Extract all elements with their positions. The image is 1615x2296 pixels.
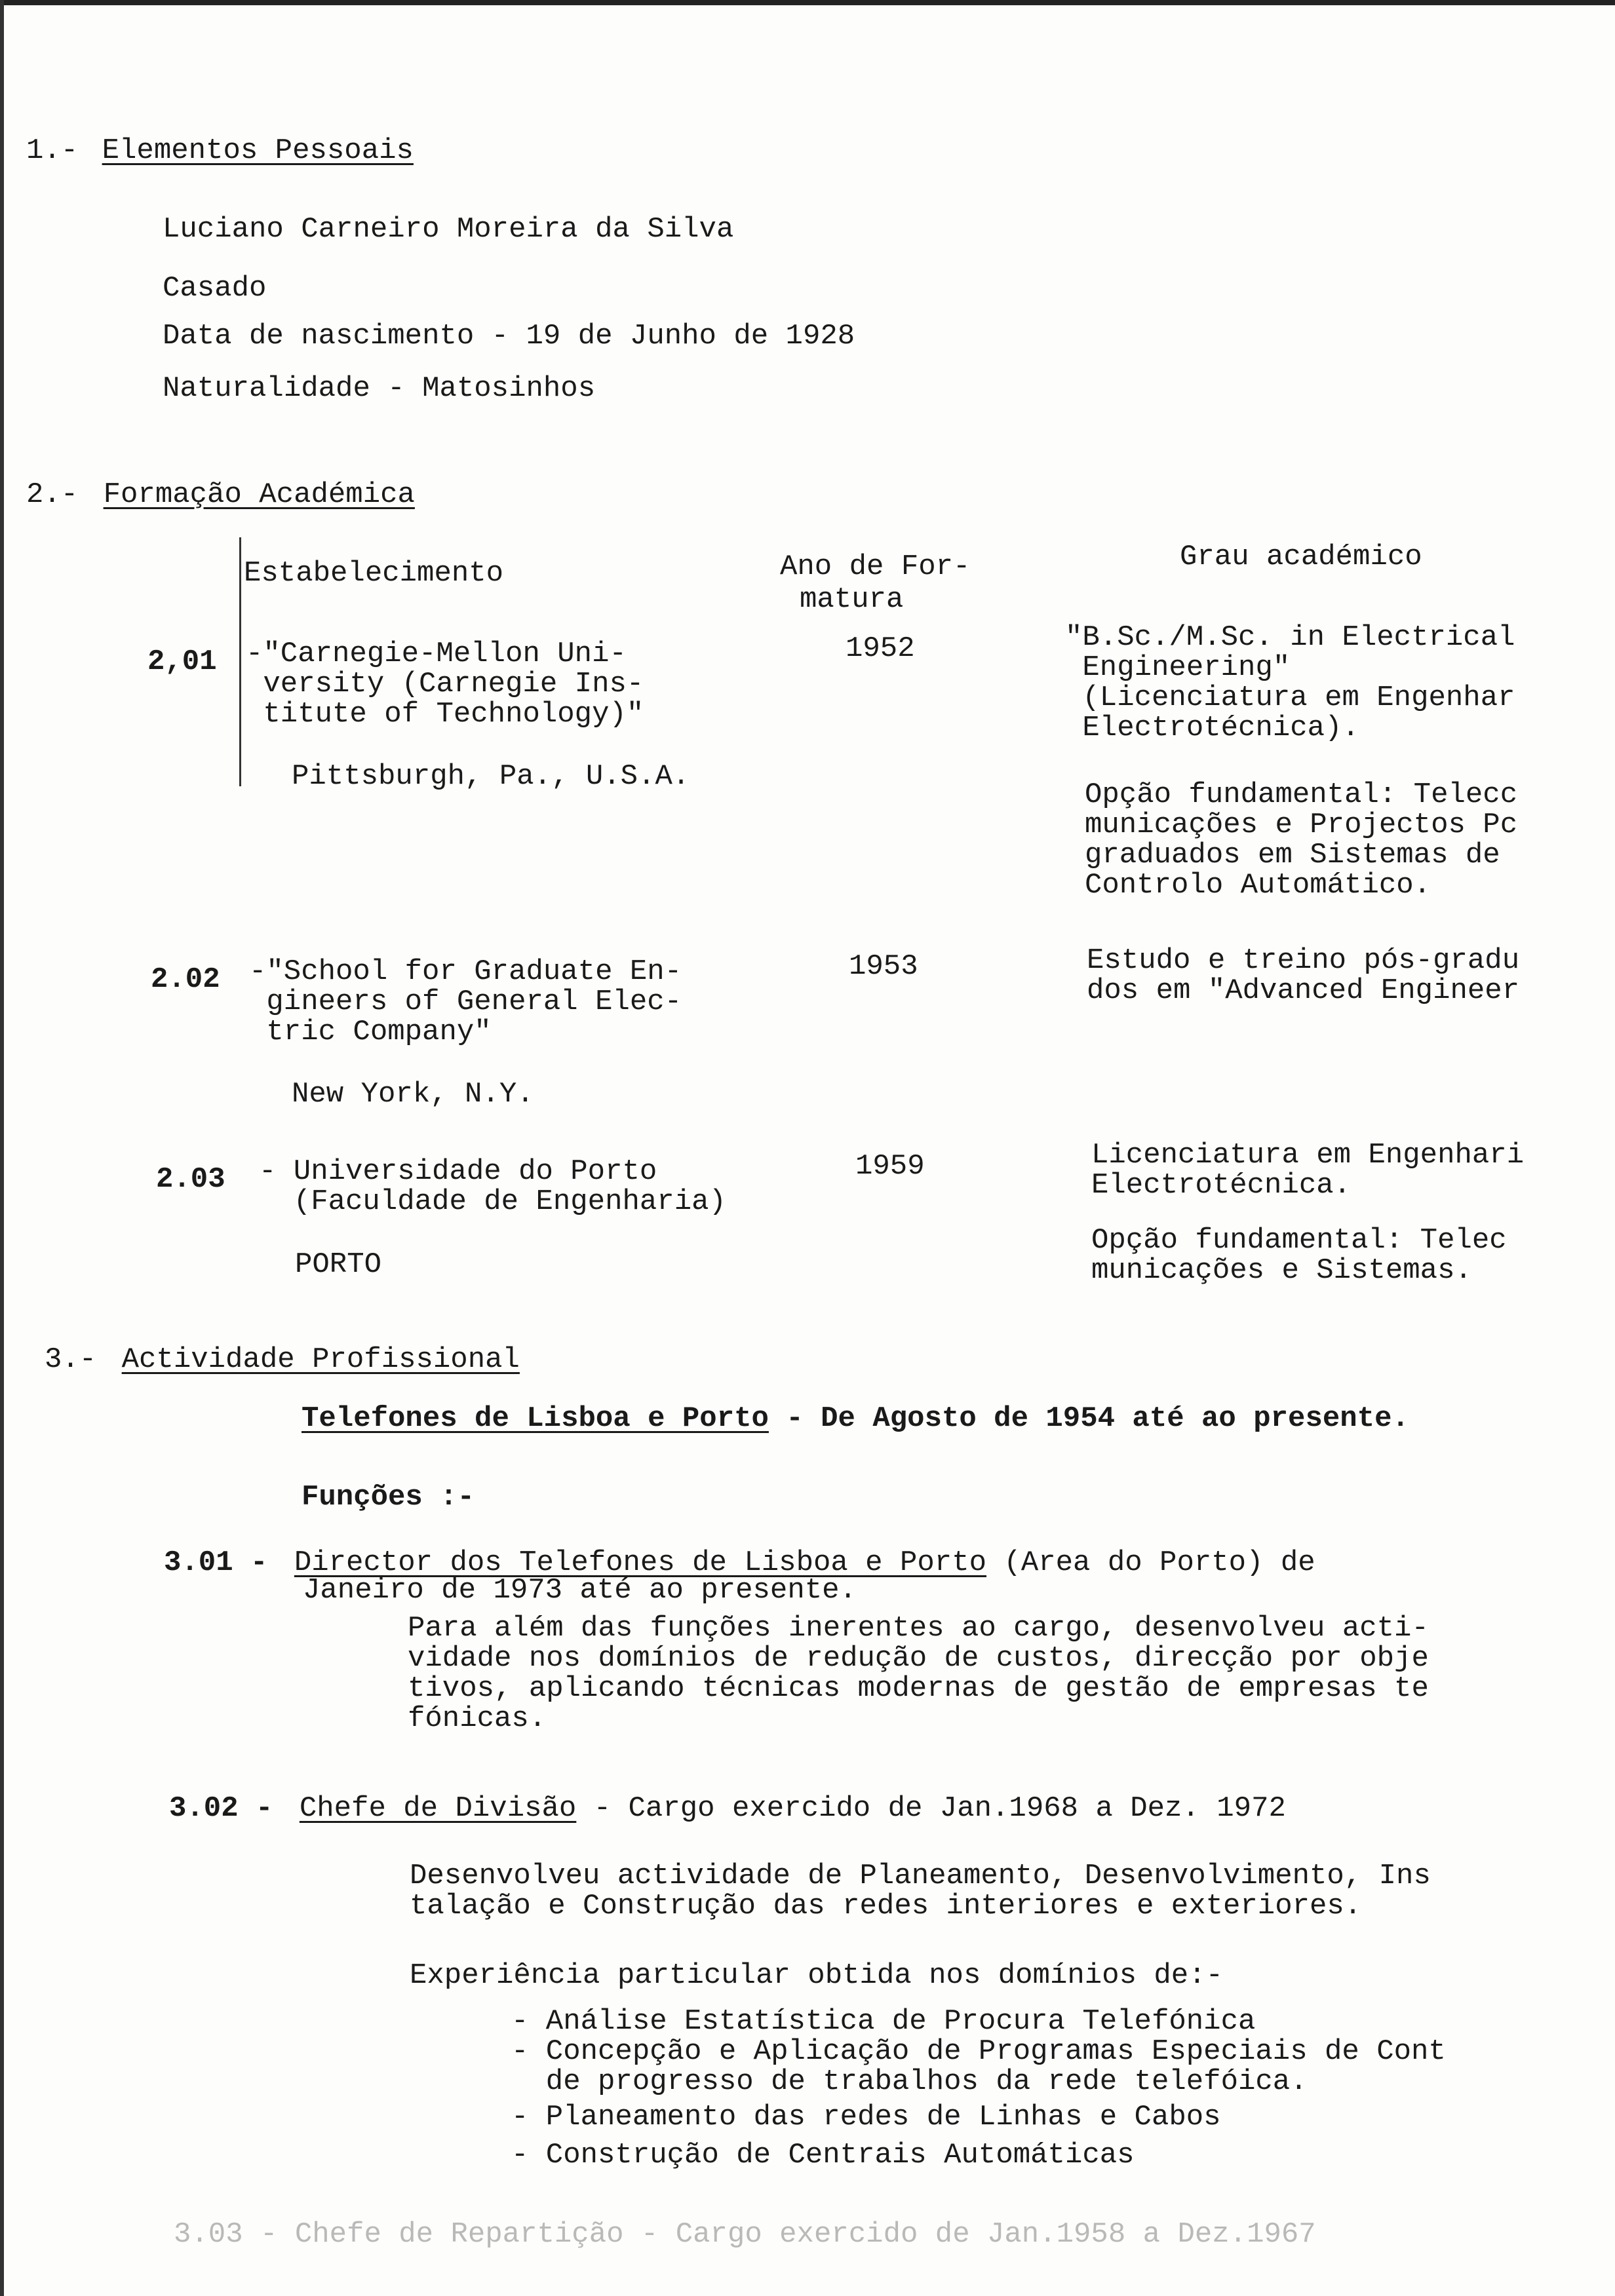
job-number: 3.01 - [164,1546,268,1579]
section-title: Actividade Profissional [121,1343,520,1376]
institution-place: New York, N.Y. [292,1078,534,1111]
civil-status: Casado [163,272,267,305]
experience-list [511,2006,1446,2170]
section-number: 2.- [26,478,79,511]
column-header-year-line2: matura [800,583,904,616]
page-edge-left [0,0,4,2296]
list-item: - Construção de Centrais Automáticas [511,2139,1135,2172]
entry-number: 2.03 [156,1163,225,1196]
section-number: 3.- [45,1343,97,1376]
employer-period: - De Agosto de 1954 até ao presente. [786,1402,1409,1435]
list-item: - Concepção e Aplicação de Programas Especiais de Cont de progresso de trabalhos da rede telefóica. [511,2035,1446,2098]
section-2-heading [26,478,415,511]
column-divider [239,537,241,786]
section-number: 1.- [26,134,79,167]
section-1-heading [26,134,414,167]
faded-job-entry-303: 3.03 - Chefe de Repartição - Cargo exercido de Jan.1958 a Dez.1967 [174,2218,1316,2251]
column-header-establishment: Estabelecimento [244,557,504,590]
employer-line [302,1402,1409,1435]
experience-intro: Experiência particular obtida nos domínios de:- [410,1959,1224,1992]
degree-option: Opção fundamental: Telec municações e Sistemas. [1091,1224,1507,1287]
degree-text: Estudo e treino pós-gradu dos em "Advanced Engineer [1087,944,1520,1007]
list-item: - Análise Estatística de Procura Telefónica [511,2005,1256,2038]
employer-name: Telefones de Lisboa e Porto [302,1402,769,1435]
birthplace: Naturalidade - Matosinhos [163,372,596,405]
job-entry-302 [169,1792,1286,1825]
section-3-heading [45,1343,520,1376]
degree-text: "B.Sc./M.Sc. in Electrical Engineering" (Licenciatura em Engenhar Electrotécnica). [1065,621,1515,744]
job-title-rest: - Cargo exercido de Jan.1968 a Dez. 1972 [576,1792,1286,1825]
job-title: Chefe de Divisão [299,1792,577,1825]
graduation-year: 1959 [855,1150,925,1183]
graduation-year: 1953 [849,950,918,983]
job-description: Desenvolveu actividade de Planeamento, Desenvolvimento, Ins talação e Construção das redes interiores e exteriores. [410,1860,1431,1923]
column-header-degree: Grau académico [1180,541,1422,573]
entry-number: 2.02 [151,963,220,996]
institution-name: -"School for Graduate En- gineers of General Elec- tric Company" [249,955,682,1048]
job-period: Janeiro de 1973 até ao presente. [303,1574,857,1607]
graduation-year: 1952 [846,632,915,665]
entry-number: 2,01 [147,645,217,678]
institution-name: -"Carnegie-Mellon Uni- versity (Carnegie Ins- titute of Technology)" [246,638,644,731]
degree-text: Licenciatura em Engenhari Electrotécnica. [1091,1139,1525,1202]
institution-place: PORTO [295,1248,382,1281]
institution-place: Pittsburgh, Pa., U.S.A. [292,760,690,793]
job-description: Para além das funções inerentes ao cargo, desenvolveu acti- vidade nos domínios de redução de custos, direcção por obje tivos, aplicando técnicas modernas de gestão de empresas te fónicas. [408,1612,1429,1735]
section-title: Elementos Pessoais [102,134,414,167]
functions-label: Funções :- [302,1481,475,1514]
job-number: 3.02 - [169,1792,273,1825]
birth-date: Data de nascimento - 19 de Junho de 1928 [163,320,855,353]
job-title-rest: (Area do Porto) de [986,1546,1315,1579]
section-title: Formação Académica [103,478,415,511]
column-header-year-line1: Ano de For- [780,550,971,583]
institution-name: - Universidade do Porto (Faculdade de Engenharia) [259,1155,726,1218]
degree-option: Opção fundamental: Telecc municações e Projectos Pc graduados em Sistemas de Controlo Automático. [1085,778,1518,902]
job-title: Director dos Telefones de Lisboa e Porto [294,1546,987,1579]
list-item: - Planeamento das redes de Linhas e Cabos [511,2101,1221,2133]
person-name: Luciano Carneiro Moreira da Silva [163,213,734,246]
page-edge-top [0,0,1615,5]
